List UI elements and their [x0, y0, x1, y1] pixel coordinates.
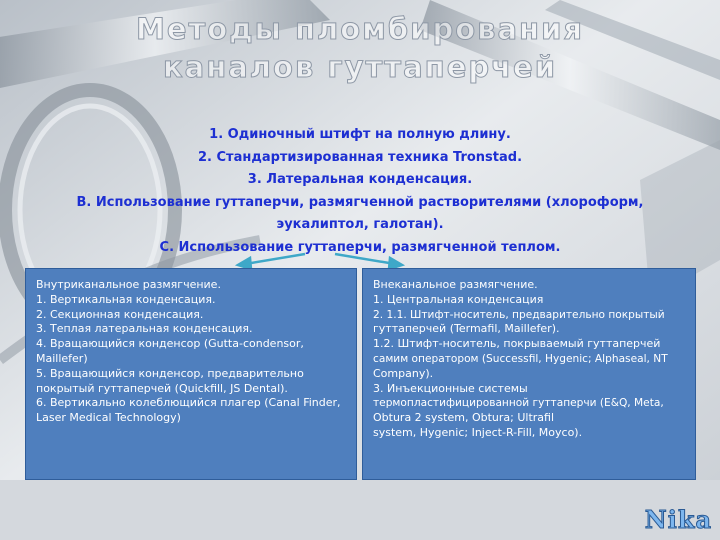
- panel-line: 6. Вертикально колеблющийся плагер (Canal Finder,: [36, 396, 341, 410]
- panel-line: 3. Теплая латеральная конденсация.: [36, 322, 253, 336]
- panel-line: 3. Инъекционные системы: [373, 381, 528, 395]
- intracanal-softening-panel: [25, 268, 357, 480]
- panel-line: 5. Вращающийся конденсор, предварительно: [36, 366, 304, 380]
- panel-line: термопластифицированной гуттаперчи (E&Q, Meta,: [373, 397, 664, 410]
- panel-line: самим оператором (Successfil, Hygenic; Alphaseal, NT: [373, 352, 668, 365]
- panel-line: Company).: [373, 366, 434, 380]
- method-item: 1. Одиночный штифт на полную длину.: [209, 127, 511, 142]
- panel-line: 4. Вращающийся конденсор (Gutta-condensor,: [36, 337, 304, 351]
- slide-title-line-1: Методы пломбирования: [135, 12, 585, 46]
- panel-line: покрытый гуттаперчей (Quickfill, JS Dental).: [36, 381, 288, 395]
- method-item: С. Использование гуттаперчи, размягченной теплом.: [159, 239, 561, 255]
- slide-title: [0, 10, 720, 86]
- panel-line: гуттаперчей (Termafil, Maillefer).: [373, 322, 560, 336]
- panel-line: 1. Центральная конденсация: [373, 292, 544, 306]
- panel-line: system, Hygenic; Inject-R-Fill, Moyco).: [373, 425, 583, 439]
- panel-line: 2. Секционная конденсация.: [36, 307, 204, 321]
- panel-line: Внеканальное размягчение.: [373, 278, 538, 291]
- panel-line: 1. Вертикальная конденсация.: [36, 292, 216, 306]
- method-item: эукалиптол, галотан).: [276, 217, 444, 232]
- extracanal-softening-panel: [362, 268, 696, 480]
- nika-logo: Nika: [644, 505, 712, 534]
- slide-title-line-2: каналов гуттаперчей: [162, 50, 558, 84]
- panel-line: 2. 1.1. Штифт-носитель, предварительно покрытый: [373, 308, 665, 321]
- panel-line: Внутриканальное размягчение.: [36, 278, 221, 291]
- panel-line: Laser Medical Technology): [36, 411, 181, 425]
- method-item: В. Использование гуттаперчи, размягченной растворителями (хлороформ,: [76, 194, 644, 210]
- panel-line: Obtura 2 system, Obtura; Ultrafil: [373, 411, 555, 425]
- panel-line: 1.2. Штифт-носитель, покрываемый гуттаперчей: [373, 337, 661, 351]
- methods-list: [40, 124, 680, 259]
- method-item: 2. Стандартизированная техника Tronstad.: [197, 149, 523, 165]
- panel-line: Maillefer): [36, 351, 88, 365]
- method-item: 3. Латеральная конденсация.: [247, 172, 473, 187]
